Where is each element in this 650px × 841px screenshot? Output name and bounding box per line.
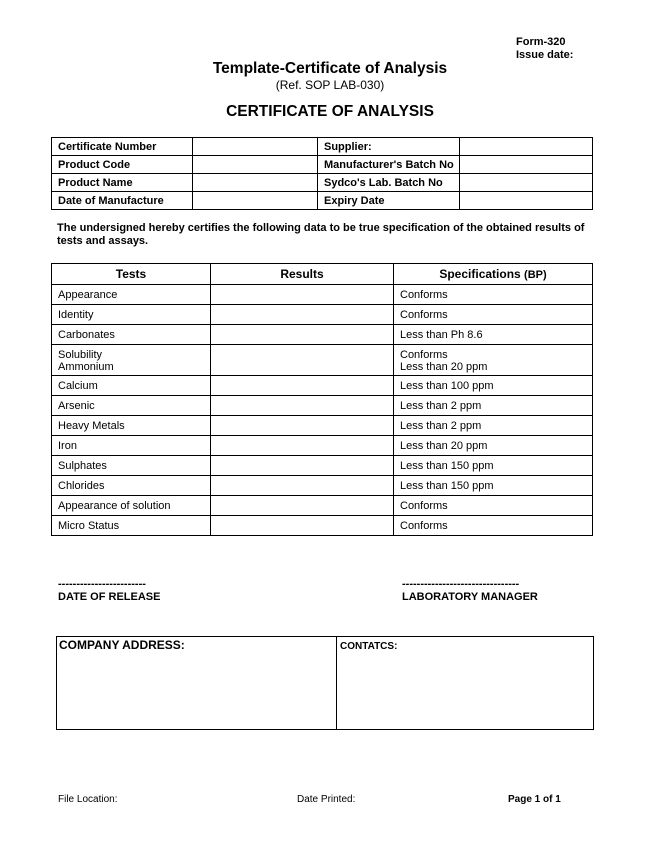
test-specification: Less than 20 ppm [394, 361, 593, 376]
test-row [52, 516, 593, 536]
test-result-field[interactable] [211, 361, 394, 376]
test-name: Appearance of solution [52, 496, 211, 516]
header-tests: Tests [52, 264, 211, 285]
test-result-field[interactable] [211, 396, 394, 416]
company-address-label: COMPANY ADDRESS: [59, 638, 185, 652]
test-row [52, 305, 593, 325]
tests-header-row [52, 264, 593, 285]
company-address-field[interactable] [57, 637, 337, 729]
form-id-block [516, 36, 573, 62]
test-name: Chlorides [52, 476, 211, 496]
test-specification: Less than Ph 8.6 [394, 325, 593, 345]
info-row [52, 156, 593, 174]
info-label: Product Code [52, 156, 193, 174]
test-name: Heavy Metals [52, 416, 211, 436]
test-result-field[interactable] [211, 345, 394, 362]
info-value-field[interactable] [193, 192, 318, 210]
test-specification: Less than 2 ppm [394, 416, 593, 436]
signature-line: ------------------------ [58, 578, 146, 590]
certificate-heading: CERTIFICATE OF ANALYSIS [226, 103, 434, 120]
page-number: Page 1 of 1 [508, 794, 561, 805]
test-name: Arsenic [52, 396, 211, 416]
test-result-field[interactable] [211, 516, 394, 536]
test-name: Appearance [52, 285, 211, 305]
contacts-label: CONTATCS: [340, 641, 398, 652]
test-row [52, 456, 593, 476]
test-name: Ammonium [52, 361, 211, 376]
test-result-field[interactable] [211, 476, 394, 496]
test-specification: Less than 20 ppm [394, 436, 593, 456]
test-row [52, 345, 593, 362]
test-specification: Conforms [394, 305, 593, 325]
test-result-field[interactable] [211, 496, 394, 516]
info-label: Manufacturer's Batch No [318, 156, 460, 174]
info-value-field[interactable] [460, 174, 593, 192]
test-specification: Conforms [394, 516, 593, 536]
test-specification: Less than 100 ppm [394, 376, 593, 396]
test-result-field[interactable] [211, 376, 394, 396]
test-result-field[interactable] [211, 436, 394, 456]
test-specification: Less than 150 ppm [394, 456, 593, 476]
file-location-label: File Location: [58, 794, 118, 805]
test-name: Iron [52, 436, 211, 456]
test-name: Sulphates [52, 456, 211, 476]
test-name: Micro Status [52, 516, 211, 536]
test-result-field[interactable] [211, 416, 394, 436]
test-result-field[interactable] [211, 325, 394, 345]
tests-table [51, 263, 593, 536]
info-row [52, 138, 593, 156]
test-row [52, 361, 593, 376]
test-specification: Less than 2 ppm [394, 396, 593, 416]
test-name: Solubility [52, 345, 211, 362]
info-value-field[interactable] [460, 192, 593, 210]
test-row [52, 496, 593, 516]
document-title: Template-Certificate of Analysis [212, 60, 448, 77]
test-specification: Conforms [394, 496, 593, 516]
date-of-release-signature [58, 578, 160, 604]
test-name: Calcium [52, 376, 211, 396]
info-value-field[interactable] [460, 138, 593, 156]
laboratory-manager-signature [402, 578, 538, 604]
test-row [52, 325, 593, 345]
test-row [52, 436, 593, 456]
info-label: Product Name [52, 174, 193, 192]
test-name: Carbonates [52, 325, 211, 345]
test-result-field[interactable] [211, 285, 394, 305]
date-printed-label: Date Printed: [297, 794, 356, 805]
address-box [56, 636, 594, 730]
test-specification: Less than 150 ppm [394, 476, 593, 496]
form-number: Form-320 [516, 36, 566, 48]
info-value-field[interactable] [193, 156, 318, 174]
info-value-field[interactable] [193, 138, 318, 156]
info-value-field[interactable] [460, 156, 593, 174]
info-label: Date of Manufacture [52, 192, 193, 210]
info-label: Certificate Number [52, 138, 193, 156]
info-label: Sydco's Lab. Batch No [318, 174, 460, 192]
issue-date-label: Issue date: [516, 49, 574, 61]
test-row [52, 376, 593, 396]
tests-body [52, 285, 593, 536]
header-results: Results [211, 264, 394, 285]
info-value-field[interactable] [193, 174, 318, 192]
info-row [52, 192, 593, 210]
test-name: Identity [52, 305, 211, 325]
info-label: Expiry Date [318, 192, 460, 210]
test-row [52, 476, 593, 496]
document-reference: (Ref. SOP LAB-030) [275, 78, 385, 92]
date-of-release-label: DATE OF RELEASE [58, 591, 161, 603]
test-result-field[interactable] [211, 456, 394, 476]
test-specification: Conforms [394, 285, 593, 305]
test-result-field[interactable] [211, 305, 394, 325]
test-specification: Conforms [394, 345, 593, 362]
test-row [52, 285, 593, 305]
header-specifications-label: Specifications [439, 267, 521, 281]
info-row [52, 174, 593, 192]
certificate-info-table [51, 137, 593, 210]
laboratory-manager-label: LABORATORY MANAGER [402, 591, 538, 603]
signature-line: -------------------------------- [402, 578, 520, 590]
certification-statement: The undersigned hereby certifies the following data to be true specification of the obtained results of tests and assays. [57, 222, 585, 247]
header-specifications [394, 264, 593, 285]
test-row [52, 416, 593, 436]
header-specifications-suffix: (BP) [524, 269, 547, 281]
test-row [52, 396, 593, 416]
info-label: Supplier: [318, 138, 460, 156]
